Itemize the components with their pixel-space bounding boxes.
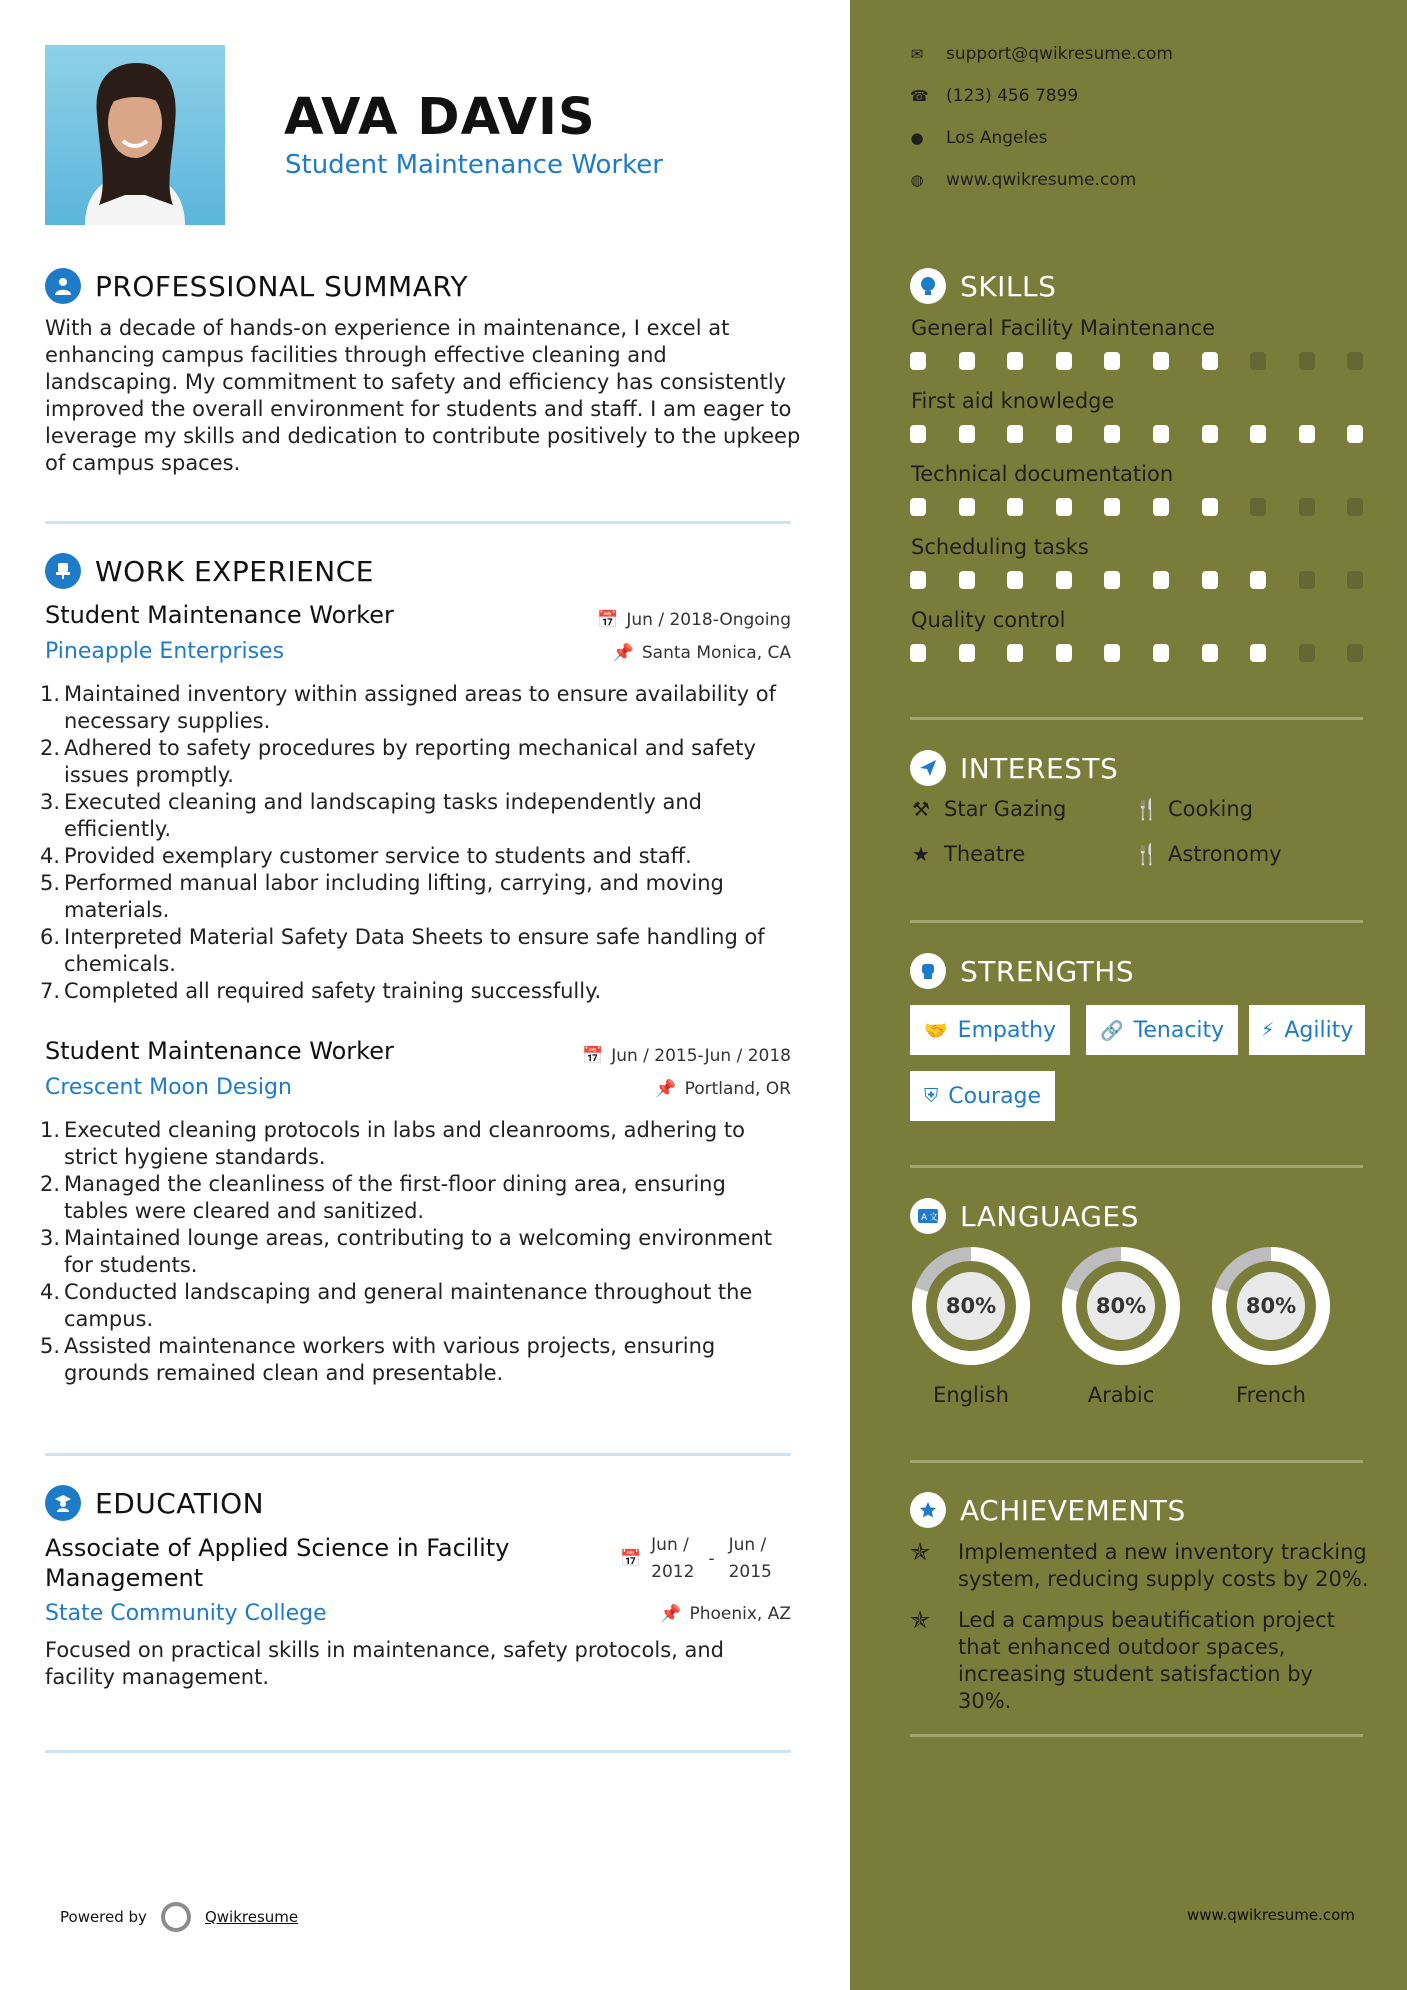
skill-dot: [959, 644, 975, 662]
summary-line: enhancing campus facilities through effective cleaning and: [45, 343, 667, 367]
strength-chip: [910, 1005, 1070, 1055]
candidate-role: Student Maintenance Worker: [285, 150, 663, 180]
footer-powered: [60, 1902, 298, 1932]
list-number: [40, 708, 64, 735]
list-item: [40, 789, 805, 816]
divider: [910, 717, 1363, 720]
divider: [45, 1750, 791, 1753]
list-number: 7.: [40, 979, 61, 1003]
list-text: Completed all required safety training successfully.: [64, 979, 602, 1003]
translate-icon: [910, 1198, 946, 1234]
list-number: [40, 951, 64, 978]
strength-chip: [1249, 1005, 1365, 1055]
list-text: necessary supplies.: [64, 709, 271, 733]
phone-text: (123) 456 7899: [946, 86, 1079, 106]
skill-dot: [1056, 571, 1072, 589]
utensils-icon: 🍴: [1134, 842, 1159, 866]
pin-icon: 📌: [655, 1079, 677, 1099]
contact-email[interactable]: [910, 44, 1173, 64]
list-text: Managed the cleanliness of the first-floor dining area, ensuring: [64, 1172, 726, 1196]
list-item: [40, 816, 805, 843]
shield-icon: ⛨: [924, 1085, 939, 1107]
skill-dot: [1347, 352, 1363, 370]
degree: [45, 1533, 509, 1593]
fist-icon: [910, 953, 946, 989]
skill-dot: [910, 644, 926, 662]
list-text: Maintained lounge areas, contributing to a welcoming environment: [64, 1226, 773, 1250]
skill-rating: [910, 571, 1370, 591]
interest-item: [1134, 797, 1253, 821]
list-text: Adhered to safety procedures by reporting mechanical and safety: [64, 736, 756, 760]
summary-line: landscaping. My commitment to safety and efficiency has consistently: [45, 370, 787, 394]
skill-dot: [1104, 352, 1120, 370]
pin-icon: 📌: [660, 1604, 682, 1624]
skill-dot: [1202, 571, 1218, 589]
candidate-name: AVA DAVIS: [284, 88, 596, 147]
list-item: [40, 1225, 805, 1252]
interests-title: INTERESTS: [960, 751, 1119, 785]
skill-dot: [1153, 425, 1169, 443]
experience-title: WORK EXPERIENCE: [95, 554, 374, 588]
skill-dot: [1104, 425, 1120, 443]
strength-chip: [1086, 1005, 1238, 1055]
list-text: Performed manual labor including lifting, carrying, and moving: [64, 871, 724, 895]
achievement-item: [910, 1539, 1370, 1593]
education-dates: [620, 1532, 772, 1586]
list-item: [40, 1360, 805, 1387]
list-text: Maintained inventory within assigned areas to ensure availability of: [64, 682, 777, 706]
list-text: Executed cleaning protocols in labs and cleanrooms, adhering to: [64, 1118, 745, 1142]
achievements-heading: [910, 1492, 1186, 1528]
job-location: [655, 1079, 791, 1099]
graduate-icon: [45, 1485, 81, 1521]
language-name: English: [933, 1383, 1009, 1407]
skill-dot: [1153, 571, 1169, 589]
date-separator: -: [708, 1548, 715, 1569]
end-month: Jun /: [728, 1535, 767, 1555]
list-number: [40, 1306, 64, 1333]
skill-name: Scheduling tasks: [911, 535, 1089, 559]
profile-photo: [45, 45, 225, 225]
website-text: www.qwikresume.com: [946, 170, 1137, 190]
skill-dot: [1299, 644, 1315, 662]
education-heading: [45, 1485, 264, 1521]
skill-rating: [910, 644, 1370, 664]
bolt-icon: ⚡: [1261, 1019, 1275, 1041]
job-location: [613, 643, 791, 663]
footer-website[interactable]: www.qwikresume.com: [1187, 1906, 1355, 1924]
skill-dot: [1007, 425, 1023, 443]
strength-chip: [910, 1071, 1055, 1121]
skill-dot: [1347, 425, 1363, 443]
achievements-title: ACHIEVEMENTS: [960, 1493, 1186, 1527]
skill-dot: [1299, 425, 1315, 443]
skill-dot: [1153, 644, 1169, 662]
contact-phone[interactable]: [910, 86, 1078, 106]
list-text: Provided exemplary customer service to students and staff.: [64, 844, 692, 868]
end-year: 2015: [728, 1562, 772, 1582]
list-number: 3.: [40, 1226, 61, 1250]
language-ring: [1210, 1245, 1332, 1367]
briefcase-chair-icon: [45, 553, 81, 589]
interest-label: Astronomy: [1168, 842, 1282, 866]
list-text: materials.: [64, 898, 170, 922]
experience-heading: [45, 553, 374, 589]
strength-label: Agility: [1284, 1017, 1354, 1043]
list-item: [40, 870, 805, 897]
interest-item: [1134, 842, 1282, 866]
skill-dot: [1250, 571, 1266, 589]
skill-name: Technical documentation: [911, 462, 1174, 486]
list-text: campus.: [64, 1307, 154, 1331]
skill-dot: [1299, 498, 1315, 516]
summary-line: leverage my skills and dedication to contribute positively to the upkeep: [45, 424, 801, 448]
list-number: 1.: [40, 682, 61, 706]
achievement-line: that enhanced outdoor spaces,: [958, 1635, 1286, 1659]
pin-icon: 📌: [612, 643, 634, 663]
skill-dot: [959, 352, 975, 370]
list-text: efficiently.: [64, 817, 172, 841]
skill-dot: [1347, 644, 1363, 662]
skills-heading: [910, 268, 1056, 304]
contact-website[interactable]: [910, 170, 1136, 190]
list-item: [40, 1279, 805, 1306]
handshake-icon: 🤝: [924, 1019, 948, 1042]
list-number: 5.: [40, 871, 61, 895]
skill-dot: [1299, 571, 1315, 589]
list-text: issues promptly.: [64, 763, 234, 787]
education-end: [729, 1532, 772, 1586]
list-item: [40, 843, 805, 870]
skill-dot: [1104, 571, 1120, 589]
list-item: [40, 1171, 805, 1198]
skill-dot: [1056, 425, 1072, 443]
list-number: [40, 1360, 64, 1387]
language-ring: [910, 1245, 1032, 1367]
education-start: [651, 1532, 694, 1586]
list-number: 1.: [40, 1118, 61, 1142]
skill-dot: [1202, 498, 1218, 516]
school: State Community College: [45, 1601, 327, 1626]
degree-line: Associate of Applied Science in Facility: [45, 1534, 510, 1562]
list-number: [40, 1198, 64, 1225]
list-item: [40, 1117, 805, 1144]
svg-text:A: A: [921, 1213, 928, 1223]
job-dates: [582, 1046, 791, 1066]
skill-dot: [1202, 425, 1218, 443]
list-item: [40, 951, 805, 978]
list-item: [40, 762, 805, 789]
skill-dot: [1104, 644, 1120, 662]
achievement-text: [958, 1539, 1369, 1593]
skill-dot: [910, 571, 926, 589]
star-icon: ✯: [910, 1538, 931, 1566]
list-text: Executed cleaning and landscaping tasks independently and: [64, 790, 702, 814]
skill-dot: [910, 498, 926, 516]
list-number: 4.: [40, 844, 61, 868]
star-icon: ✯: [910, 1606, 931, 1634]
start-month: Jun /: [651, 1535, 689, 1555]
divider: [45, 521, 791, 524]
list-text: chemicals.: [64, 952, 176, 976]
achievement-line: system, reducing supply costs by 20%.: [958, 1567, 1369, 1591]
skill-dot: [1104, 498, 1120, 516]
paper-plane-icon: [910, 750, 946, 786]
job-dates-text: Jun / 2018-Ongoing: [626, 610, 791, 630]
calendar-icon: 📅: [597, 610, 619, 630]
skill-dot: [1250, 352, 1266, 370]
mail-icon: ✉: [910, 45, 924, 63]
skill-dot: [1250, 644, 1266, 662]
skill-dot: [1250, 498, 1266, 516]
education-desc: [45, 1637, 805, 1691]
education-desc-line: facility management.: [45, 1665, 269, 1689]
location-pin-icon: ●: [910, 129, 924, 147]
skill-rating: [910, 498, 1370, 518]
job-bullets: [40, 1117, 805, 1387]
skill-dot: [1007, 352, 1023, 370]
divider: [910, 1460, 1363, 1463]
list-item: [40, 1198, 805, 1225]
qwikresume-logo-icon: [161, 1902, 191, 1932]
contact-location: [910, 128, 1048, 148]
education-desc-line: Focused on practical skills in maintenance, safety protocols, and: [45, 1638, 724, 1662]
list-number: [40, 1144, 64, 1171]
achievement-text: [958, 1607, 1370, 1715]
calendar-icon: 📅: [620, 1548, 642, 1569]
skill-name: Quality control: [911, 608, 1066, 632]
list-text: Interpreted Material Safety Data Sheets to ensure safe handling of: [64, 925, 765, 949]
list-number: 4.: [40, 1280, 61, 1304]
user-icon: [45, 268, 81, 304]
list-item: [40, 924, 805, 951]
list-item: [40, 897, 805, 924]
job-bullets: [40, 681, 805, 1005]
job-title: Student Maintenance Worker: [45, 1037, 394, 1065]
language-name: French: [1236, 1383, 1306, 1407]
languages-title: LANGUAGES: [960, 1199, 1139, 1233]
list-item: [40, 1333, 805, 1360]
list-number: 2.: [40, 736, 61, 760]
job-title: Student Maintenance Worker: [45, 601, 394, 629]
star-badge-icon: [910, 1492, 946, 1528]
skill-dot: [1007, 644, 1023, 662]
skill-dot: [959, 498, 975, 516]
skill-dot: [1299, 352, 1315, 370]
achievement-line: Led a campus beautification project: [958, 1608, 1335, 1632]
job-dates: [597, 610, 791, 630]
skill-dot: [1202, 644, 1218, 662]
skill-rating: [910, 352, 1370, 372]
phone-icon: ☎: [910, 87, 929, 105]
achievement-item: [910, 1607, 1370, 1715]
list-number: 2.: [40, 1172, 61, 1196]
list-number: 3.: [40, 790, 61, 814]
list-item: [40, 1144, 805, 1171]
skill-dot: [1056, 352, 1072, 370]
skill-dot: [1007, 571, 1023, 589]
list-item: [40, 1306, 805, 1333]
summary-line: improved the overall environment for students and staff. I am eager to: [45, 397, 792, 421]
strength-label: Courage: [948, 1083, 1042, 1109]
language-percent: 80%: [1095, 1294, 1147, 1318]
education-location: [660, 1604, 791, 1624]
interest-label: Theatre: [944, 842, 1026, 866]
interest-label: Cooking: [1168, 797, 1253, 821]
start-year: 2012: [651, 1562, 695, 1582]
list-item: [40, 1252, 805, 1279]
language-percent: 80%: [1245, 1294, 1297, 1318]
list-number: [40, 816, 64, 843]
job-location-text: Santa Monica, CA: [641, 643, 791, 663]
achievement-line: increasing student satisfaction by 30%.: [958, 1662, 1313, 1713]
interests-heading: [910, 750, 1118, 786]
list-text: strict hygiene standards.: [64, 1145, 326, 1169]
skill-dot: [910, 425, 926, 443]
skill-dot: [1153, 498, 1169, 516]
skill-rating: [910, 425, 1370, 445]
summary-heading: [45, 268, 468, 304]
skill-dot: [1007, 498, 1023, 516]
list-number: [40, 1252, 64, 1279]
star-icon: ★: [912, 842, 930, 866]
telescope-icon: ⚒: [912, 797, 930, 821]
language-name: Arabic: [1087, 1383, 1155, 1407]
strength-label: Empathy: [957, 1017, 1057, 1043]
summary-text: [45, 315, 805, 477]
list-number: 5.: [40, 1334, 61, 1358]
skill-dot: [1056, 498, 1072, 516]
summary-title: PROFESSIONAL SUMMARY: [95, 269, 469, 303]
link-icon: 🔗: [1100, 1019, 1124, 1042]
skill-dot: [1153, 352, 1169, 370]
skill-dot: [959, 571, 975, 589]
skill-dot: [1250, 425, 1266, 443]
brand-link[interactable]: Qwikresume: [204, 1908, 299, 1926]
email-text: support@qwikresume.com: [946, 44, 1173, 64]
divider: [910, 1165, 1363, 1168]
interest-label: Star Gazing: [944, 797, 1067, 821]
divider: [910, 920, 1363, 923]
list-text: for students.: [64, 1253, 198, 1277]
job-company: Crescent Moon Design: [45, 1075, 292, 1100]
skill-dot: [959, 425, 975, 443]
skill-dot: [1056, 644, 1072, 662]
lightbulb-icon: [910, 268, 946, 304]
job-location-text: Portland, OR: [684, 1079, 791, 1099]
skill-name: General Facility Maintenance: [911, 316, 1216, 340]
job-dates-text: Jun / 2015-Jun / 2018: [611, 1046, 791, 1066]
summary-line: of campus spaces.: [45, 451, 241, 475]
strengths-heading: [910, 953, 1134, 989]
degree-line: Management: [45, 1564, 204, 1592]
list-item: [40, 681, 805, 708]
interest-item: [910, 842, 1025, 866]
list-item: [40, 735, 805, 762]
strength-label: Tenacity: [1133, 1017, 1225, 1043]
summary-line: With a decade of hands-on experience in maintenance, I excel at: [45, 316, 730, 340]
divider: [910, 1734, 1363, 1737]
skill-dot: [910, 352, 926, 370]
language-percent: 80%: [945, 1294, 997, 1318]
achievement-line: Implemented a new inventory tracking: [958, 1540, 1367, 1564]
calendar-icon: 📅: [582, 1046, 604, 1066]
list-text: Conducted landscaping and general maintenance throughout the: [64, 1280, 753, 1304]
skill-dot: [1347, 498, 1363, 516]
job-company: Pineapple Enterprises: [45, 639, 285, 664]
location-text: Los Angeles: [946, 128, 1048, 148]
powered-by-label: Powered by: [60, 1908, 147, 1926]
skills-title: SKILLS: [960, 269, 1057, 303]
strengths-title: STRENGTHS: [960, 954, 1135, 988]
utensils-icon: 🍴: [1134, 797, 1159, 821]
globe-icon: ◍: [910, 171, 924, 189]
list-number: 6.: [40, 925, 61, 949]
skill-name: First aid knowledge: [911, 389, 1115, 413]
list-number: [40, 897, 64, 924]
list-number: [40, 762, 64, 789]
svg-text:文: 文: [929, 1213, 939, 1223]
list-text: grounds remained clean and presentable.: [64, 1361, 504, 1385]
language-ring: [1060, 1245, 1182, 1367]
education-title: EDUCATION: [95, 1486, 265, 1520]
skill-dot: [1202, 352, 1218, 370]
interest-item: [910, 797, 1066, 821]
skill-dot: [1347, 571, 1363, 589]
divider: [45, 1453, 791, 1456]
list-text: tables were cleared and sanitized.: [64, 1199, 425, 1223]
list-item: [40, 708, 805, 735]
languages-heading: [910, 1198, 1139, 1234]
list-text: Assisted maintenance workers with various projects, ensuring: [64, 1334, 716, 1358]
list-item: [40, 978, 805, 1005]
education-location-text: Phoenix, AZ: [689, 1604, 791, 1624]
